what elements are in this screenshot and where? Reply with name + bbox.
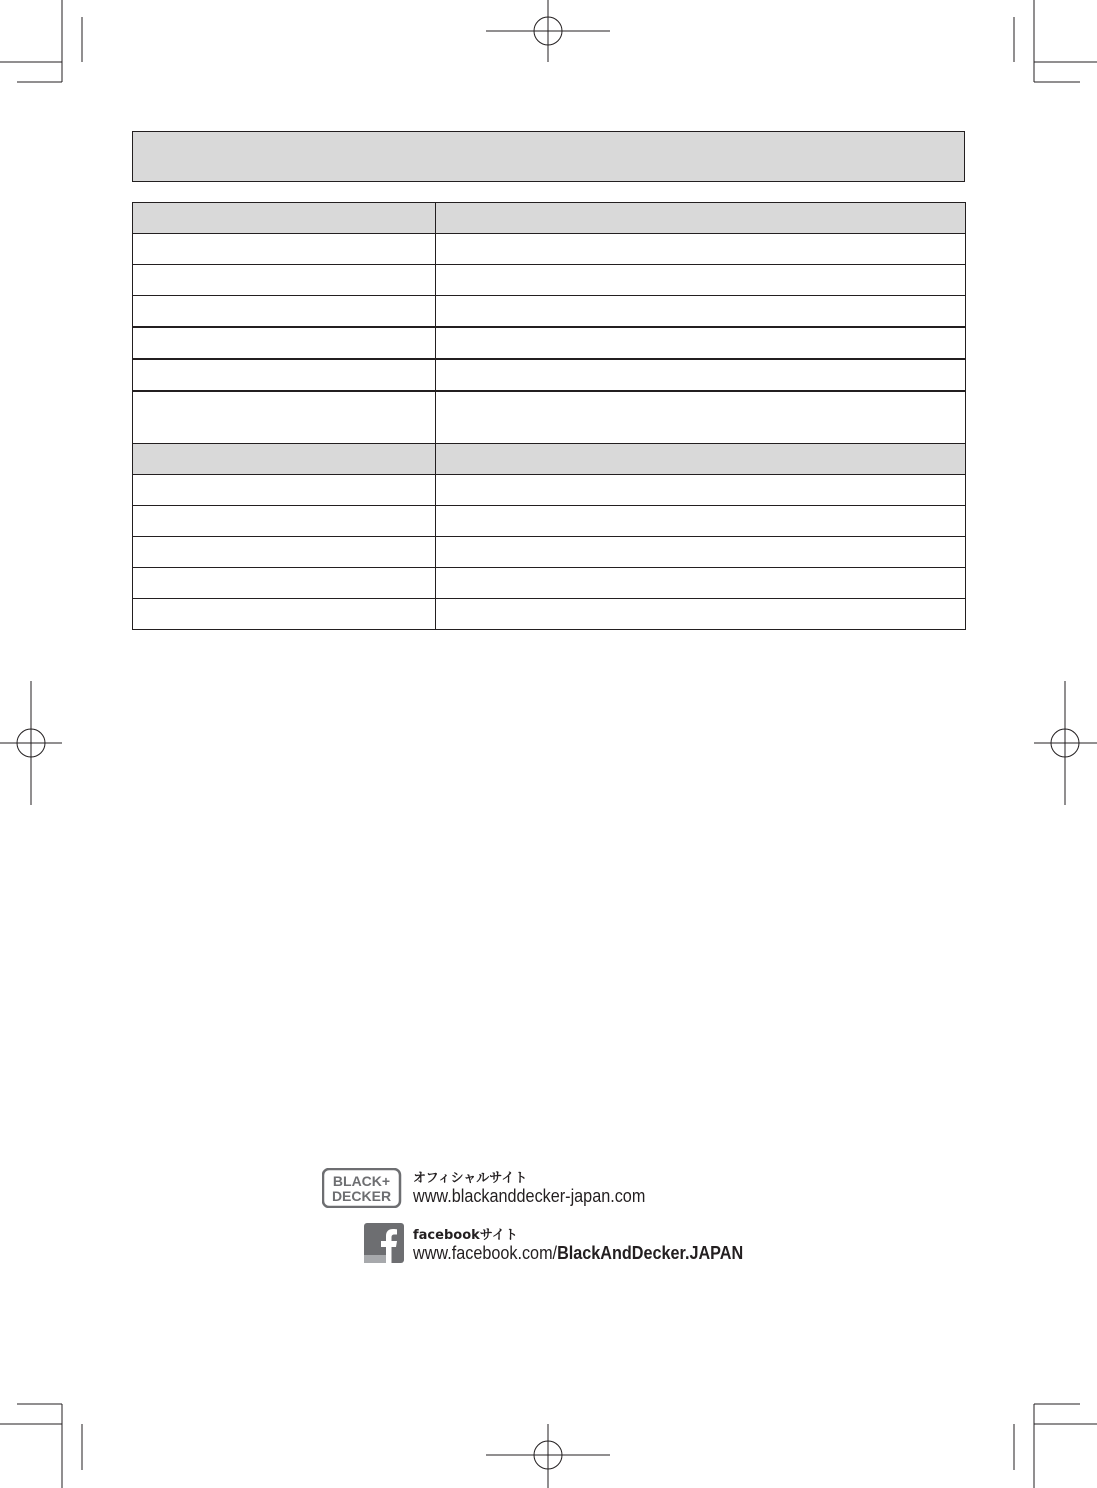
table-cell [436,203,966,234]
spec-title-bar [132,131,965,182]
official-site-label: オフィシャルサイト [413,1171,528,1186]
spec-table [132,202,966,630]
table-cell [133,296,436,328]
table-row [133,327,966,359]
table-cell [436,391,966,444]
facebook-icon [364,1223,404,1263]
facebook-url[interactable] [413,1243,743,1264]
table-cell [133,444,436,475]
facebook-label: facebookサイト [413,1228,518,1243]
table-row [133,599,966,630]
table-cell [133,327,436,359]
table-row [133,296,966,328]
table-row [133,506,966,537]
table-cell [133,506,436,537]
table-cell [436,444,966,475]
table-row [133,537,966,568]
table-row [133,391,966,444]
table-cell [436,537,966,568]
table-cell [133,203,436,234]
table-cell [133,265,436,296]
table-cell [436,327,966,359]
table-row [133,265,966,296]
table-cell [133,537,436,568]
black-decker-logo [322,1168,402,1208]
table-cell [436,506,966,537]
table-cell [436,599,966,630]
facebook-url-prefix: www.facebook.com/ [413,1243,558,1263]
table-cell [133,359,436,391]
table-cell [133,475,436,506]
table-cell [133,599,436,630]
official-site-url[interactable]: www.blackanddecker-japan.com [413,1186,646,1206]
svg-text:DECKER: DECKER [331,1188,392,1204]
facebook-url-page: BlackAndDecker.JAPAN [557,1243,744,1263]
table-row [133,234,966,265]
table-cell [436,568,966,599]
table-row [133,568,966,599]
table-cell [133,568,436,599]
table-cell [436,296,966,328]
table-row [133,359,966,391]
table-cell [436,234,966,265]
table-cell [133,234,436,265]
table-cell [436,265,966,296]
table-cell [133,391,436,444]
table-row [133,475,966,506]
table-header-row [133,444,966,475]
table-cell [436,475,966,506]
table-header-row [133,203,966,234]
svg-text:BLACK+: BLACK+ [332,1173,391,1189]
table-cell [436,359,966,391]
